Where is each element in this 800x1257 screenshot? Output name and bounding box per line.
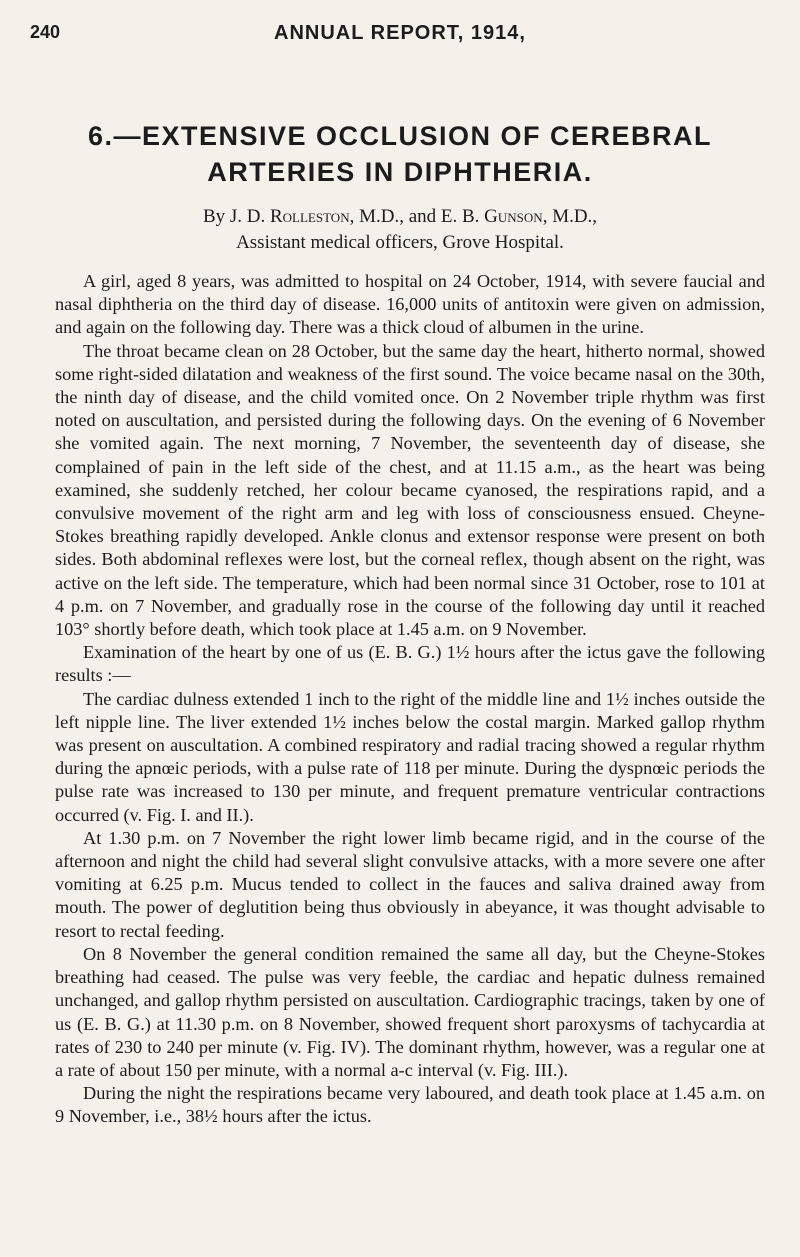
title-line-1: 6.—EXTENSIVE OCCLUSION OF CEREBRAL: [87, 121, 713, 151]
running-head: ANNUAL REPORT, 1914,: [274, 22, 526, 44]
paragraph-death: During the night the respirations became very laboured, and death took place at 1.45 a.m. on 9 November, i.e., 38½ hours after the ictus.: [55, 1083, 765, 1127]
paragraph-convulsions: At 1.30 p.m. on 7 November the right lower limb became rigid, and in the course of the afternoon and night the child had several slight convulsive attacks, with a more severe one after vomiting at 6.25 p.m. Mucus tended to collect in the fauces and saliva drained away from mouth. The power of deglutition being thus obviously in abeyance, it was thought advisable to resort to rectal feeding.: [55, 827, 765, 941]
paragraph-clinical-course: The throat became clean on 28 October, but the same day the heart, hitherto normal, showed some right-sided dilatation and weakness of the first sound. The voice became nasal on the 30th, the ninth day of disease, and the child vomited once. On 2 November triple rhythm was first noted on auscultation, and persisted during the following days. On the evening of 6 November she vomited again. The next morning, 7 November, the seventeenth day of disease, she complained of pain in the left side of the chest, and at 11.15 a.m., as the heart was being examined, she suddenly retched, her colour became cyanosed, the respirations rapid, and a convulsive movement of the right arm and leg with loss of consciousness ensued. Cheyne-Stokes breathing rapidly developed. Ankle clonus and extensor response were present on both sides. Both abdominal reflexes were lost, but the corneal reflex, though absent on the right, was active on the left side. The temperature, which had been normal since 31 October, rose to 101 at 4 p.m. on 7 November, and gradually rose in the course of the following day until it reached 103° shortly before death, which took place at 1.45 a.m. on 9 November.: [55, 340, 765, 640]
byline-mid: , M.D., and E. B.: [349, 206, 485, 227]
byline-prefix: By J. D.: [202, 206, 270, 227]
byline: [30, 204, 770, 256]
page-number: 240: [30, 22, 61, 42]
article-body: [55, 270, 765, 1129]
affiliation: Assistant medical officers, Grove Hospital.: [236, 232, 564, 253]
paragraph-admission: A girl, aged 8 years, was admitted to hospital on 24 October, 1914, with severe faucial and nasal diphtheria on the third day of disease. 16,000 units of antitoxin were given on admission, and again on the following day. There was a thick cloud of albumen in the urine.: [55, 271, 765, 338]
paragraph-november-8: On 8 November the general condition remained the same all day, but the Cheyne-Stokes breathing had ceased. The pulse was very feeble, the cardiac and hepatic dulness remained unchanged, and gallop rhythm persisted on auscultation. Cardiographic tracings, taken by one of us (E. B. G.) at 11.30 p.m. on 8 November, showed frequent short paroxysms of tachycardia at rates of 230 to 240 per minute (v. Fig. IV). The dominant rhythm, however, was a regular one at a rate of about 150 per minute, with a normal a-c interval (v. Fig. III.).: [55, 943, 765, 1080]
byline-suffix: , M.D.,: [542, 206, 598, 227]
paragraph-heart-exam-intro: Examination of the heart by one of us (E. B. G.) 1½ hours after the ictus gave the following results :—: [55, 642, 765, 686]
author-gunson: Gunson: [484, 206, 543, 227]
paragraph-cardiac-findings: The cardiac dulness extended 1 inch to the right of the middle line and 1½ inches outside the left nipple line. The liver extended 1½ inches below the costal margin. Marked gallop rhythm was present on auscultation. A combined respiratory and radial tracing showed a regular rhythm during the apnœic periods, with a pulse rate of 118 per minute. During the dyspnœic periods the pulse rate was increased to 130 per minute, and frequent premature ventricular contractions occurred (v. Fig. I. and II.).: [55, 688, 765, 825]
title-line-2: ARTERIES IN DIPHTHERIA.: [207, 157, 593, 187]
article-title: [30, 118, 770, 190]
page-header: [30, 22, 770, 52]
author-rolleston: Rolleston: [269, 206, 350, 227]
authors-line: [30, 204, 770, 230]
